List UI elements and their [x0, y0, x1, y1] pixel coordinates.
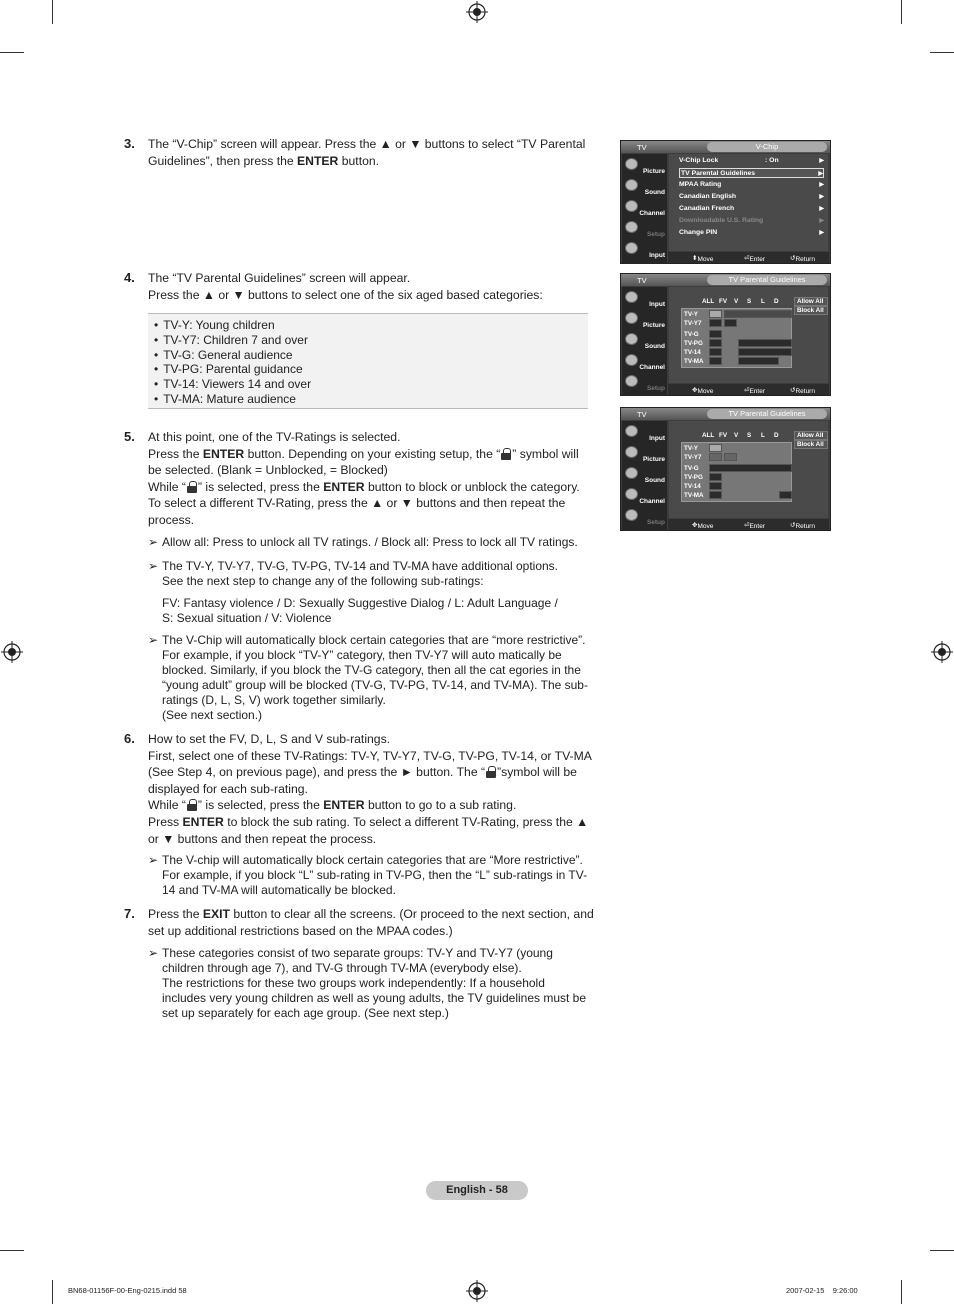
menu-sidebar [622, 421, 667, 531]
step-text-part: While “ [148, 798, 186, 813]
return-hint: ↺ Return [790, 522, 815, 530]
col-v: V [734, 298, 739, 305]
sidebar-label: Sound [644, 189, 665, 196]
hint-label: Enter [749, 523, 765, 530]
input-icon [625, 425, 638, 437]
rating-grid-panel [669, 421, 828, 518]
setup-icon [625, 375, 638, 387]
rating-row-tv-g[interactable] [682, 330, 793, 339]
step-text-part: Press the [148, 446, 203, 461]
step-text-part: ”symbol will be displayed for each sub-rating. [148, 765, 577, 796]
lock-cell[interactable] [738, 339, 792, 347]
crop-mark [52, 1280, 53, 1304]
button-name: EXIT [202, 907, 230, 921]
arrow-right-icon: ▶ [819, 182, 824, 188]
hint-label: Enter [749, 256, 765, 263]
menu-item-canadian-french[interactable] [679, 204, 824, 214]
note-text: The V-chip will automatically block certain categories that are “More restrictive”. For example, if you block “L” sub-rating in TV-PG, then the “L” sub-ratings in TV-14 and TV-MA will automatically be blocked. [162, 853, 588, 897]
enter-hint: ⏎ Enter [744, 522, 765, 530]
col-d: D [774, 432, 779, 439]
step-text [148, 906, 594, 939]
category-item: • TV-PG: Parental guidance [154, 362, 588, 377]
allow-all-button[interactable]: Allow All [794, 297, 828, 306]
sidebar-item-sound[interactable] [622, 465, 667, 485]
lock-cell[interactable] [709, 310, 722, 318]
sound-icon [625, 179, 638, 191]
sidebar-item-input[interactable] [622, 423, 667, 443]
grid-header [677, 297, 791, 307]
step-number: 5. [124, 429, 135, 444]
page-number: English - 58 [426, 1181, 528, 1200]
step-7 [124, 906, 594, 939]
screen-title: TV Parental Guidelines [707, 275, 827, 285]
step-text [148, 814, 594, 847]
rating-row-tv-14[interactable] [682, 482, 793, 491]
input-icon [625, 291, 638, 303]
lock-cell[interactable] [709, 444, 722, 452]
step-text [148, 479, 594, 496]
hint-label: Move [697, 388, 714, 395]
sidebar-label: Setup [646, 231, 665, 238]
step-text-part: Press the [148, 907, 203, 921]
step-text-part: While “ [148, 479, 186, 494]
row-label: TV-PG [684, 474, 703, 481]
channel-icon [625, 488, 638, 500]
channel-icon [625, 354, 638, 366]
sidebar-item-setup[interactable] [622, 507, 667, 527]
tv-label: TV [637, 143, 647, 152]
menu-item-label: Downloadable U.S. Rating [679, 217, 764, 224]
sub-rating-legend: S: Sexual situation / V: Violence [162, 611, 332, 625]
hint-label: Return [795, 523, 815, 530]
hint-label: Move [697, 256, 714, 263]
grid-body [681, 308, 792, 368]
step-number: 7. [124, 906, 135, 921]
tv-screen-parental-2 [620, 407, 831, 531]
sidebar-item-channel[interactable] [622, 198, 667, 218]
rating-row-tv-ma[interactable] [682, 357, 793, 366]
arrow-right-icon: ▶ [818, 171, 823, 177]
arrow-right-icon: ▶ [819, 218, 824, 224]
grid-header [677, 431, 791, 441]
rating-grid-panel [669, 287, 828, 383]
move-hint: ✥ Move [692, 387, 714, 395]
note-sub-rating-block [148, 853, 588, 898]
lock-icon [187, 799, 197, 811]
step-text-part: ” symbol will be selected. (Blank = Unblocked, = Blocked) [148, 446, 579, 478]
step-text-part: ” is selected, press the [197, 479, 324, 494]
sidebar-label: Picture [642, 168, 665, 175]
category-item: • TV-MA: Mature audience [154, 392, 588, 407]
crop-mark [0, 1250, 24, 1251]
step-text: How to set the FV, D, L, S and V sub-ratings. [148, 732, 391, 746]
screen-title-bar [621, 408, 830, 420]
button-name: ENTER [323, 479, 365, 494]
step-text-part: button to block or unblock the category. [364, 479, 580, 494]
menu-item-value: : On [765, 157, 779, 164]
input-icon [625, 242, 638, 254]
sidebar-item-sound[interactable] [622, 177, 667, 197]
step-text [148, 797, 594, 814]
allow-all-button[interactable]: Allow All [794, 431, 828, 440]
sidebar-item-setup[interactable] [622, 373, 667, 393]
sidebar-label: Channel [639, 498, 665, 505]
move-hint: ⬍ Move [692, 255, 714, 263]
lock-cell[interactable] [724, 319, 737, 327]
sub-rating-legend: FV: Fantasy violence / D: Sexually Suggestive Dialog / L: Adult Language / [162, 596, 558, 610]
sidebar-label: Input [649, 301, 665, 308]
step-text-part: button. [338, 153, 380, 168]
note-text: (See next section.) [162, 708, 263, 722]
lock-cell[interactable] [709, 339, 722, 347]
picture-icon [625, 312, 638, 324]
step-6 [124, 731, 594, 847]
registration-mark-icon [1, 641, 23, 663]
row-label: TV-G [684, 331, 699, 338]
enter-hint: ⏎ Enter [744, 255, 765, 263]
arrow-right-icon: ▶ [819, 230, 824, 236]
tv-label: TV [637, 276, 647, 285]
rating-row-tv-pg[interactable] [682, 473, 793, 482]
hint-label: Return [795, 388, 815, 395]
menu-item-label: Canadian French [679, 205, 735, 212]
col-d: D [774, 298, 779, 305]
button-name: ENTER [182, 814, 224, 829]
lock-cell[interactable] [709, 453, 722, 461]
enter-hint: ⏎ Enter [744, 387, 765, 395]
col-s: S [747, 432, 752, 439]
screen-title: TV Parental Guidelines [707, 409, 827, 419]
sidebar-label: Picture [642, 322, 665, 329]
step-text-part: button to go to a sub rating. [364, 798, 517, 813]
note-text: The restrictions for these two groups work independently: If a household includes very young children as well as young adults, the TV guidelines must be set up separately for each age group. (See next step.) [162, 976, 587, 1020]
lock-cell[interactable] [779, 491, 792, 499]
sidebar-label: Channel [639, 210, 665, 217]
menu-item-tv-parental-guidelines[interactable] [679, 168, 824, 178]
button-name: ENTER [323, 798, 365, 813]
note-text: The V-Chip will automatically block certain categories that are “more restrictive”. For example, if you block “TV-Y” category, then TV-Y7 will auto matically be blocked. Similarly, if you block the TV-G category, then all the cat egories in the “young adult” group will be blocked (TV-G, TV-PG, TV-14, and TV-MA). The sub-ratings (D, L, S, V) work together similarly. [162, 633, 588, 707]
menu-item-label: TV Parental Guidelines [681, 170, 756, 177]
note-auto-block [148, 633, 588, 723]
col-all: ALL [702, 298, 715, 305]
sidebar-label: Sound [644, 477, 665, 484]
note-allow-all [148, 535, 588, 550]
tv-label: TV [637, 410, 647, 419]
step-text: Press the ▲ or ▼ buttons to select one of the six aged based categories: [148, 287, 543, 302]
step-text: To select a different TV-Rating, press the ▲ or ▼ buttons and then repeat the process. [148, 496, 566, 527]
hint-label: Enter [749, 388, 765, 395]
return-hint: ↺ Return [790, 255, 815, 263]
row-label: TV-Y [684, 311, 698, 318]
tv-screen-parental-1 [620, 273, 831, 396]
screen-footer [668, 519, 829, 530]
step-text-part: Press [148, 814, 183, 829]
row-label: TV-PG [684, 340, 703, 347]
sidebar-label: Input [649, 252, 665, 259]
hint-label: Return [795, 256, 815, 263]
step-5 [124, 429, 594, 529]
step-number: 3. [124, 136, 135, 151]
screen-title-bar [621, 141, 830, 153]
screen-title-bar [621, 274, 830, 286]
return-hint: ↺ Return [790, 387, 815, 395]
note-text: Allow all: Press to unlock all TV ratings. / Block all: Press to lock all TV ratings. [162, 535, 578, 549]
hint-label: Move [697, 523, 714, 530]
col-l: L [761, 298, 765, 305]
registration-mark-icon [931, 641, 953, 663]
sidebar-label: Input [649, 435, 665, 442]
sidebar-label: Picture [642, 456, 665, 463]
step-3 [124, 136, 594, 169]
file-name: BN68-01156F-00-Eng-0215.indd 58 [68, 1286, 187, 1295]
lock-icon [187, 481, 197, 493]
menu-item-label: V-Chip Lock [679, 157, 719, 164]
row-label: TV-Y7 [684, 320, 702, 327]
note-text: The TV-Y, TV-Y7, TV-G, TV-PG, TV-14 and TV-MA have additional options. [162, 559, 558, 573]
row-label: TV-MA [684, 492, 704, 499]
step-text-part: button to clear all the screens. (Or proceed to the next section, and set up additional restrictions based on the MPAA codes.) [148, 907, 594, 938]
menu-item-mpaa-rating[interactable] [679, 180, 824, 190]
registration-mark-icon [466, 1, 488, 23]
step-text-part: button. Depending on your existing setup, the “ [244, 446, 501, 461]
sidebar-label: Setup [646, 519, 665, 526]
lock-cell[interactable] [724, 453, 737, 461]
block-all-button[interactable]: Block All [794, 440, 828, 449]
note-text: These categories consist of two separate groups: TV-Y and TV-Y7 (young children through age 7), and TV-G through TV-MA (everybody else). [162, 946, 553, 975]
step-text [148, 446, 594, 479]
step-text-part: to block the sub rating. To select a different TV-Rating, press the ▲ or ▼ buttons and then repeat the process. [148, 814, 589, 846]
lock-cell[interactable] [709, 473, 722, 481]
lock-cell[interactable] [738, 348, 792, 356]
category-item: • TV-G: General audience [154, 348, 588, 363]
menu-item-downloadable-rating [679, 216, 824, 226]
rating-row-tv-y7[interactable] [682, 319, 793, 328]
sidebar-item-sound[interactable] [622, 331, 667, 351]
col-fv: FV [719, 432, 728, 439]
row-label: TV-G [684, 465, 699, 472]
sidebar-item-channel[interactable] [622, 486, 667, 506]
rating-row-tv-ma[interactable] [682, 491, 793, 500]
sidebar-item-setup[interactable] [622, 219, 667, 239]
menu-item-change-pin[interactable] [679, 228, 824, 238]
crop-mark [901, 1280, 902, 1304]
lock-icon [501, 448, 511, 460]
col-v: V [734, 432, 739, 439]
step-text-part: The “V-Chip” screen will appear. Press the ▲ or ▼ buttons to select “TV Parental Guidelines”, then press the [148, 137, 586, 168]
note-arrow-icon: ➢ [148, 535, 159, 549]
step-text-part: First, select one of these TV-Ratings: TV-Y, TV-Y7, TV-G, TV-PG, TV-14, or TV-MA (See Step 4, on previous page), and press the ► button. The “ [148, 748, 592, 780]
crop-mark [52, 0, 53, 24]
row-label: TV-14 [684, 483, 701, 490]
lock-cell[interactable] [709, 482, 722, 490]
col-l: L [761, 432, 765, 439]
lock-cell[interactable] [709, 491, 722, 499]
menu-sidebar [622, 154, 667, 264]
step-text [148, 748, 594, 798]
setup-icon [625, 509, 638, 521]
sound-icon [625, 467, 638, 479]
picture-icon [625, 158, 638, 170]
note-arrow-icon: ➢ [148, 559, 159, 573]
rating-row-tv-14[interactable] [682, 348, 793, 357]
rating-row-tv-y7[interactable] [682, 453, 793, 462]
category-item: • TV-14: Viewers 14 and over [154, 377, 588, 392]
category-item: • TV-Y: Young children [154, 318, 588, 333]
note-arrow-icon: ➢ [148, 633, 159, 647]
lock-icon [486, 766, 496, 778]
rating-row-tv-g[interactable] [682, 464, 793, 473]
sidebar-item-input[interactable] [622, 240, 667, 260]
setup-icon [625, 221, 638, 233]
sidebar-label: Channel [639, 364, 665, 371]
note-sub-options [148, 559, 588, 626]
sidebar-item-picture[interactable] [622, 156, 667, 176]
lock-cell[interactable] [738, 357, 779, 365]
tv-screen-vchip [620, 140, 831, 264]
col-all: ALL [702, 432, 715, 439]
note-arrow-icon: ➢ [148, 946, 159, 960]
lock-cell[interactable] [724, 310, 792, 318]
col-fv: FV [719, 298, 728, 305]
crop-mark [930, 1250, 954, 1251]
lock-cell[interactable] [709, 348, 722, 356]
menu-item-label: MPAA Rating [679, 181, 722, 188]
note-arrow-icon: ➢ [148, 853, 159, 867]
move-hint: ✥ Move [692, 522, 714, 530]
lock-cell[interactable] [709, 330, 722, 338]
arrow-right-icon: ▶ [819, 194, 824, 200]
step-4 [124, 270, 594, 303]
row-label: TV-MA [684, 358, 704, 365]
step-text [148, 136, 594, 169]
step-text: The “TV Parental Guidelines” screen will appear. [148, 271, 411, 285]
print-timestamp: 2007-02-15 9:26:00 [786, 1286, 858, 1295]
rating-row-tv-y[interactable] [682, 444, 793, 453]
arrow-right-icon: ▶ [819, 158, 824, 164]
sound-icon [625, 333, 638, 345]
row-label: TV-Y [684, 445, 698, 452]
button-name: ENTER [202, 446, 245, 461]
menu-item-vchip-lock[interactable] [679, 156, 824, 166]
sidebar-label: Sound [644, 343, 665, 350]
row-label: TV-Y7 [684, 454, 702, 461]
channel-icon [625, 200, 638, 212]
menu-sidebar [622, 287, 667, 396]
screen-title: V-Chip [707, 142, 827, 152]
menu-item-label: Change PIN [679, 229, 718, 236]
lock-cell[interactable] [709, 319, 722, 327]
rating-row-tv-y[interactable] [682, 310, 793, 319]
step-number: 4. [124, 270, 135, 285]
button-name: ENTER [297, 153, 339, 168]
registration-mark-icon [466, 1280, 488, 1302]
lock-cell[interactable] [709, 357, 722, 365]
sidebar-item-channel[interactable] [622, 352, 667, 372]
arrow-right-icon: ▶ [819, 206, 824, 212]
category-item: • TV-Y7: Children 7 and over [154, 333, 588, 348]
menu-item-label: Canadian English [679, 193, 737, 200]
note-two-groups [148, 946, 588, 1021]
note-text: See the next step to change any of the following sub-ratings: [162, 574, 484, 588]
sidebar-item-picture[interactable] [622, 310, 667, 330]
block-all-button[interactable]: Block All [794, 306, 828, 315]
rating-row-tv-pg[interactable] [682, 339, 793, 348]
screen-footer [668, 384, 829, 395]
step-text: At this point, one of the TV-Ratings is selected. [148, 430, 401, 444]
category-list [148, 313, 588, 409]
sidebar-item-input[interactable] [622, 289, 667, 309]
crop-mark [930, 52, 954, 53]
step-number: 6. [124, 731, 135, 746]
step-text-part: ” is selected, press the [197, 798, 324, 813]
sidebar-item-picture[interactable] [622, 444, 667, 464]
lock-cell[interactable] [709, 464, 792, 472]
picture-icon [625, 446, 638, 458]
crop-mark [0, 52, 24, 53]
screen-footer [668, 252, 829, 263]
menu-content [669, 154, 828, 251]
row-label: TV-14 [684, 349, 701, 356]
menu-item-canadian-english[interactable] [679, 192, 824, 202]
sidebar-label: Setup [646, 385, 665, 392]
crop-mark [901, 0, 902, 24]
grid-body [681, 442, 792, 502]
col-s: S [747, 298, 752, 305]
